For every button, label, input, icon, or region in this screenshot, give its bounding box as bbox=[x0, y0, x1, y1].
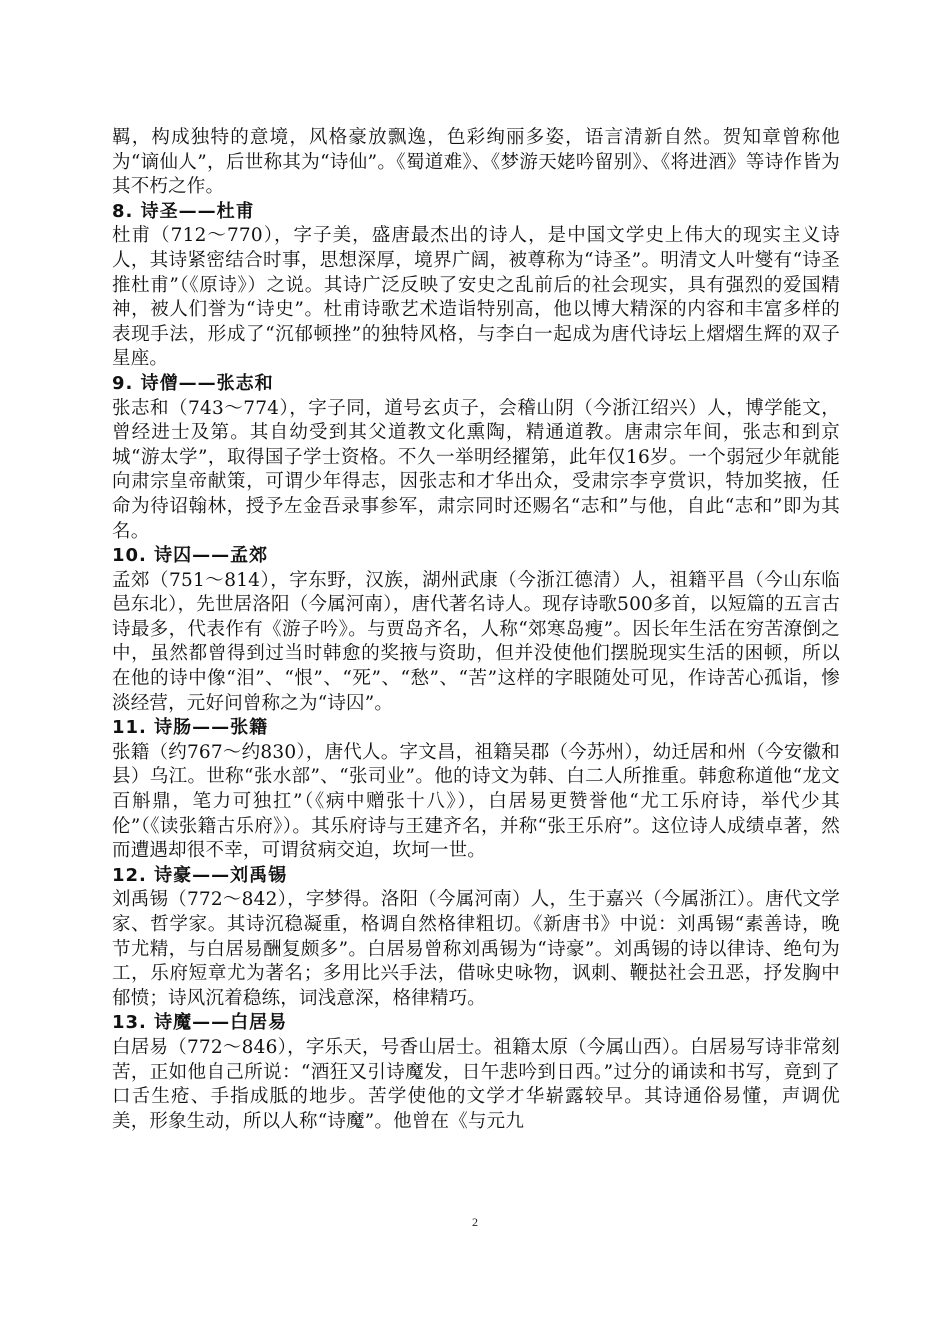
section-heading: 11. 诗肠——张籍 bbox=[112, 717, 269, 739]
section-body: 孟郊（751～814），字东野，汉族，湖州武康（今浙江德清）人，祖籍平昌（今山东临邑东北），先世居洛阳（今属河南），唐代著名诗人。现存诗歌500多首，以短篇的五言古诗最多，代表作有《游子吟》。与贾岛齐名，人称“郊寒岛瘦”。因长年生活在穷苦潦倒之中，虽然都曾得到过当时韩愈的奖掖与资助，但并没使他们摆脱现实生活的困顿，所以在他的诗中像“泪”、“恨”、“死”、“愁”、“苦”这样的字眼随处可见，作诗苦心孤诣，惨淡经营，元好问曾称之为“诗囚”。 bbox=[112, 569, 841, 714]
section-heading: 9. 诗僧——张志和 bbox=[112, 372, 274, 394]
section-body: 刘禹锡（772～842），字梦得。洛阳（今属河南）人，生于嘉兴（今属浙江）。唐代文学家、哲学家。其诗沉稳凝重，格调自然格律粗切。《新唐书》中说：刘禹锡“素善诗，晚节尤精，与白居易酬复颇多”。白居易曾称刘禹锡为“诗豪”。刘禹锡的诗以律诗、绝句为工，乐府短章尤为著名；多用比兴手法，借咏史咏物，讽刺、鞭挞社会丑恶，抒发胸中郁愤；诗风沉着稳练，词浅意深，格律精巧。 bbox=[112, 889, 840, 1009]
page-number: 2 bbox=[472, 1215, 478, 1229]
section-zhang-ji bbox=[112, 716, 840, 864]
section-body: 白居易（772～846），字乐天，号香山居士。祖籍太原（今属山西）。白居易写诗非常刻苦，正如他自己所说：“酒狂又引诗魔发，日午悲吟到日西。”过分的诵读和书写，竟到了口舌生疮、手指成胝的地步。苦学使他的文学才华崭露较早。其诗通俗易懂，声调优美，形象生动，所以人称“诗魔”。他曾在《与元九 bbox=[112, 1036, 840, 1132]
section-heading: 8. 诗圣——杜甫 bbox=[112, 200, 255, 222]
section-bai-juyi bbox=[112, 1011, 840, 1134]
section-heading: 13. 诗魔——白居易 bbox=[112, 1012, 288, 1034]
section-heading: 12. 诗豪——刘禹锡 bbox=[112, 864, 288, 886]
section-meng-jiao bbox=[112, 544, 840, 716]
section-du-fu bbox=[112, 200, 840, 372]
section-liu-yuxi bbox=[112, 864, 840, 1012]
section-body: 张籍（约767～约830），唐代人。字文昌，祖籍吴郡（今苏州），幼迁居和州（今安徽和县）乌江。世称“张水部”、“张司业”。他的诗文为韩、白二人所推重。韩愈称道他“龙文百斛鼎，笔力可独扛”（《病中赠张十八》），白居易更赞誉他“尤工乐府诗，举代少其伦”（《读张籍古乐府》）。其乐府诗与王建齐名，并称“张王乐府”。这位诗人成绩卓著，然而遭遇却很不幸，可谓贫病交迫，坎坷一世。 bbox=[112, 741, 841, 862]
section-body: 张志和（743～774），字子同，道号玄贞子，会稽山阴（今浙江绍兴）人，博学能文，曾经进士及第。其自幼受到其父道教文化熏陶，精通道教。唐肃宗年间，张志和到京城“游太学”，取得国子学士资格。不久一举明经擢第，此年仅16岁。一个弱冠少年就能向肃宗皇帝献策，可谓少年得志，因张志和才华出众，受肃宗李亨赏识，特加奖掖，任命为待诏翰林，授予左金吾录事参军，肃宗同时还赐名“志和”与他，自此“志和”即为其名。 bbox=[112, 397, 840, 542]
section-body: 杜甫（712～770），字子美，盛唐最杰出的诗人，是中国文学史上伟大的现实主义诗人，其诗紧密结合时事，思想深厚，境界广阔，被尊称为“诗圣”。明清文人叶燮有“诗圣推杜甫”（《原诗》）之说。其诗广泛反映了安史之乱前后的社会现实，具有强烈的爱国精神，被人们誉为“诗史”。杜甫诗歌艺术造诣特别高，他以博大精深的内容和丰富多样的表现手法，形成了“沉郁顿挫”的独特风格，与李白一起成为唐代诗坛上熠熠生辉的双子星座。 bbox=[112, 225, 841, 370]
section-zhang-zhihe bbox=[112, 372, 840, 544]
section-heading: 10. 诗囚——孟郊 bbox=[112, 545, 269, 567]
intro-paragraph: 羁，构成独特的意境，风格豪放飘逸，色彩绚丽多姿，语言清新自然。贺知章曾称他为“谪仙人”，后世称其为“诗仙”。《蜀道难》、《梦游天姥吟留别》、《将进酒》等诗作皆为其不朽之作。 bbox=[112, 127, 840, 198]
document-page bbox=[112, 126, 840, 1134]
